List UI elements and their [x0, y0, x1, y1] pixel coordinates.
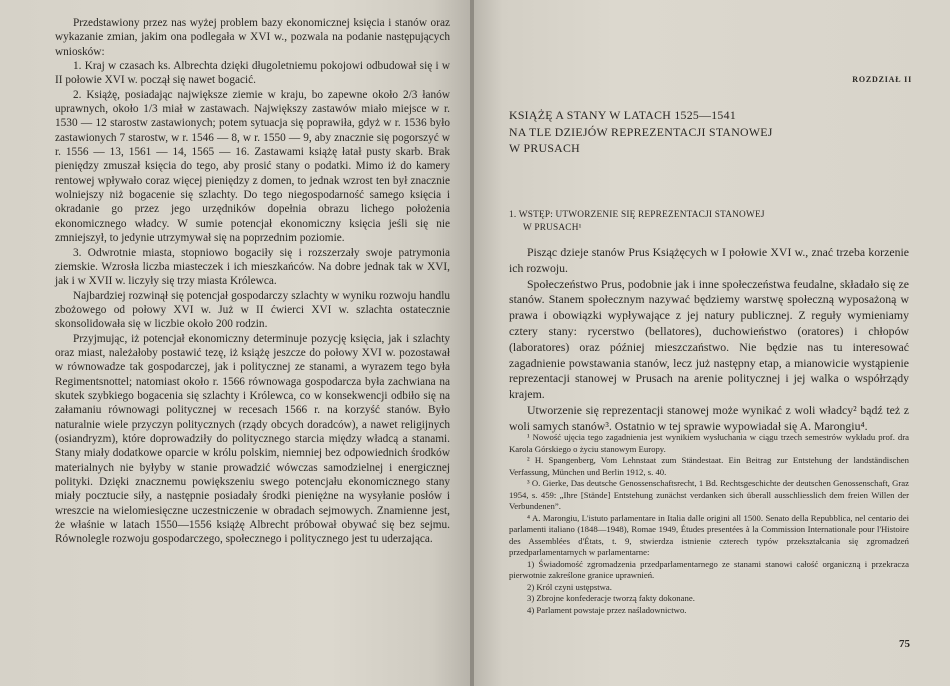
- chapter-title: [509, 107, 909, 157]
- footnote: ³ O. Gierke, Das deutsche Genossenschaftsrecht, 1 Bd. Rechtsgeschichte der deutschen Genossenschaft, Graz 1954, s. 459: „Ihre [Stände] Entstehung zunächst verdanken sich überall ausschliesslich dem freien Willen der Verbundenen”.: [509, 478, 909, 511]
- footnotes: [509, 432, 909, 616]
- section-heading: [509, 209, 909, 234]
- running-head: ROZDZIAŁ II: [852, 75, 912, 84]
- paragraph: Utworzenie się reprezentacji stanowej może wynikać z woli władcy² bądź też z woli samych stanów³. Ostatnio w tej sprawie wypowiadał się A. Marongiu⁴.: [509, 402, 909, 433]
- chapter-title-line: NA TLE DZIEJÓW REPREZENTACJI STANOWEJ: [509, 124, 773, 139]
- paragraph: 1. Kraj w czasach ks. Albrechta dzięki długoletniemu pokojowi odbudował się i w II połowie XVI w. począł się nawet bogacić.: [55, 60, 450, 87]
- chapter-title-line: W PRUSACH: [509, 141, 580, 155]
- right-page-body: [509, 245, 909, 435]
- paragraph: Pisząc dzieje stanów Prus Książęcych w I połowie XVI w., znać trzeba korzenie ich rozwoju.: [509, 245, 909, 275]
- chapter-title-line: KSIĄŻĘ A STANY W LATACH 1525—1541: [509, 108, 737, 122]
- section-heading-line: W PRUSACH¹: [523, 222, 582, 233]
- footnote-list-item: 1) Świadomość zgromadzenia przedparlamentarnego ze stanami stanowi całość organiczną i przekracza pierwotnie zakreślone granice uprawnień.: [509, 558, 909, 580]
- paragraph: 2. Książę, posiadając największe ziemie w kraju, bo zapewne około 2/3 łanów uprawnych, około 1/3 miał w zastawach. Największy zastawów miało miejsce w r. 1530 — 12 starostw zastawionych; potem sytuacja się poprawiła, gdyż w r. 1536 było zastawionych 7 starostw, w r. 1546 — 8, w r. 1550 — 9, aby znacznie się pogorszyć w r. 1556 — 13, 1561 — 14, 1565 — 16. Zastawami książę łatał pusty skarb. Brak pieniędzy zmuszał księcia do tego, aby prosić stany o podatki. Mimo iż do kamery rentowej wpływało coraz więcej pieniędzy z domen, to jednak wzrost ten był znacznie wolniejszy niż bogacenie się szlachty. Do tego niegospodarność samego księcia i okradanie go przez jego urzędników dopełnia obrazu lichego położenia ekonomicznego władcy. W sumie potencjał ekonomiczny księcia jeśli się nie zmniejszył, to jedynie utrzymywał się na poprzednim poziomie.: [55, 88, 450, 245]
- footnote-list-item: 3) Zbrojne konfederacje tworzą fakty dokonane.: [527, 593, 695, 603]
- footnote: ¹ Nowość ujęcia tego zagadnienia jest wynikiem wysłuchania w ciągu trzech semestrów wykładu prof. dra Karola Górskiego o życiu stanowym Europy.: [509, 432, 909, 454]
- right-page: [474, 0, 950, 686]
- footnote: ⁴ A. Marongiu, L'istuto parlamentare in Italia dalle origini all 1500. Senato della Repubblica, nel centario dei parlamenti italiano (1848—1948), Romae 1949, Études presentées à la Commission Internationale pour l'Histoire des Assemblées d'États, t. 9, stwierdza istnienie czterech typów przekształcania się zgromadzeń przedparlamentarnych w parlamentarne:: [509, 512, 909, 557]
- paragraph: Społeczeństwo Prus, podobnie jak i inne społeczeństwa feudalne, składało się ze stanów. Stanem społecznym nazywać będziemy warstwę społeczną wyposażoną w prawa i obowiązki wypływające z jej natury publicznej. Z reguły wymieniamy cztery stany: rycerstwo (bellatores), duchowieństwo (oratores) i chłopów (laboratores) oraz później mieszczaństwo. Nie będzie nas tu interesować zagadnienie powstawania stanów, lecz już następny etap, a mianowicie wystąpienie reprezentacji stanowej w Prusach na arenie politycznej i jej walka o współrządy krajem.: [509, 276, 909, 402]
- page-number: 75: [899, 638, 910, 650]
- footnote-list-item: 4) Parlament powstaje przez naśladownictwo.: [527, 604, 687, 615]
- section-heading-line: 1. WSTĘP: UTWORZENIE SIĘ REPREZENTACJI STANOWEJ: [509, 210, 765, 220]
- paragraph: 3. Odwrotnie miasta, stopniowo bogaciły się i rozszerzały swoje patrymonia ziemskie. Wzrosła liczba miasteczek i ich mieszkańców. Na dobre jednak tak w XVI, jak i w XVII w. liczyły się trzy miasta Królewca.: [55, 246, 450, 288]
- left-page: [0, 0, 470, 686]
- paragraph: Przyjmując, iż potencjał ekonomiczny determinuje pozycję księcia, jak i szlachty oraz miast, należałoby postawić tezę, iż książę jeszcze do połowy XVI w. pozostawał w równowadze tak gospodarczej, jak i politycznej ze stanami, a wyrazem tego była Regimentsnottel; natomiast około r. 1566 równowaga gospodarcza była zachwiana na skutek szybkiego bogacenia się szlachty i Królewca, co w konsekwencji odbiło się na załamaniu równowagi politycznej w recesach 1566 r. na korzyść stanów. Było naturalnie wiele przyczyn politycznych (rządy obcych doradców), a nawet religijnych (osiandryzm), które doprowadziły do politycznego starcia między władcą a stanami. Stany miały dodatkowe oparcie w królu polskim, niemniej bez odpowiednich środków materialnych nie byłyby w stanie prowadzić wówczas samodzielnej i energicznej polityki. Dzięki znacznemu powiększeniu swego potencjału ekonomicznego stany miały pocztucie siły, a następnie posiadały środki pieniężne na wysyłanie posłów i wreszcie na wielomiesięczne uczestniczenie w obradach sejmowych. Znamienne jest, że właśnie w latach 1550—1556 książę Albrecht próbował obywać się bez sejmu. Równolegle rozwoju gospodarczego, społecznego i politycznego jest tu uderzająca.: [55, 332, 450, 546]
- left-page-body: [55, 16, 450, 547]
- footnote: ² H. Spangenberg, Vom Lehnstaat zum Ständestaat. Ein Beitrag zur Entstehung der landständischen Verfassung, München und Berlin 1912, s. 40.: [509, 455, 909, 477]
- footnote-list-item: 2) Król czyni ustępstwa.: [527, 581, 612, 592]
- paragraph: Najbardziej rozwinął się potencjał gospodarczy szlachty w wyniku rozwoju handlu zbożowego od połowy XVI w. Już w II ćwierci XVI w. szlachta ostatecznie skonsolidowała się w liczbie około 200 rodzin.: [55, 289, 450, 331]
- paragraph: Przedstawiony przez nas wyżej problem bazy ekonomicznej księcia i stanów oraz wykazanie zmian, jakim ona podlegała w XVI w., pozwala na podanie następujących wniosków:: [55, 17, 450, 58]
